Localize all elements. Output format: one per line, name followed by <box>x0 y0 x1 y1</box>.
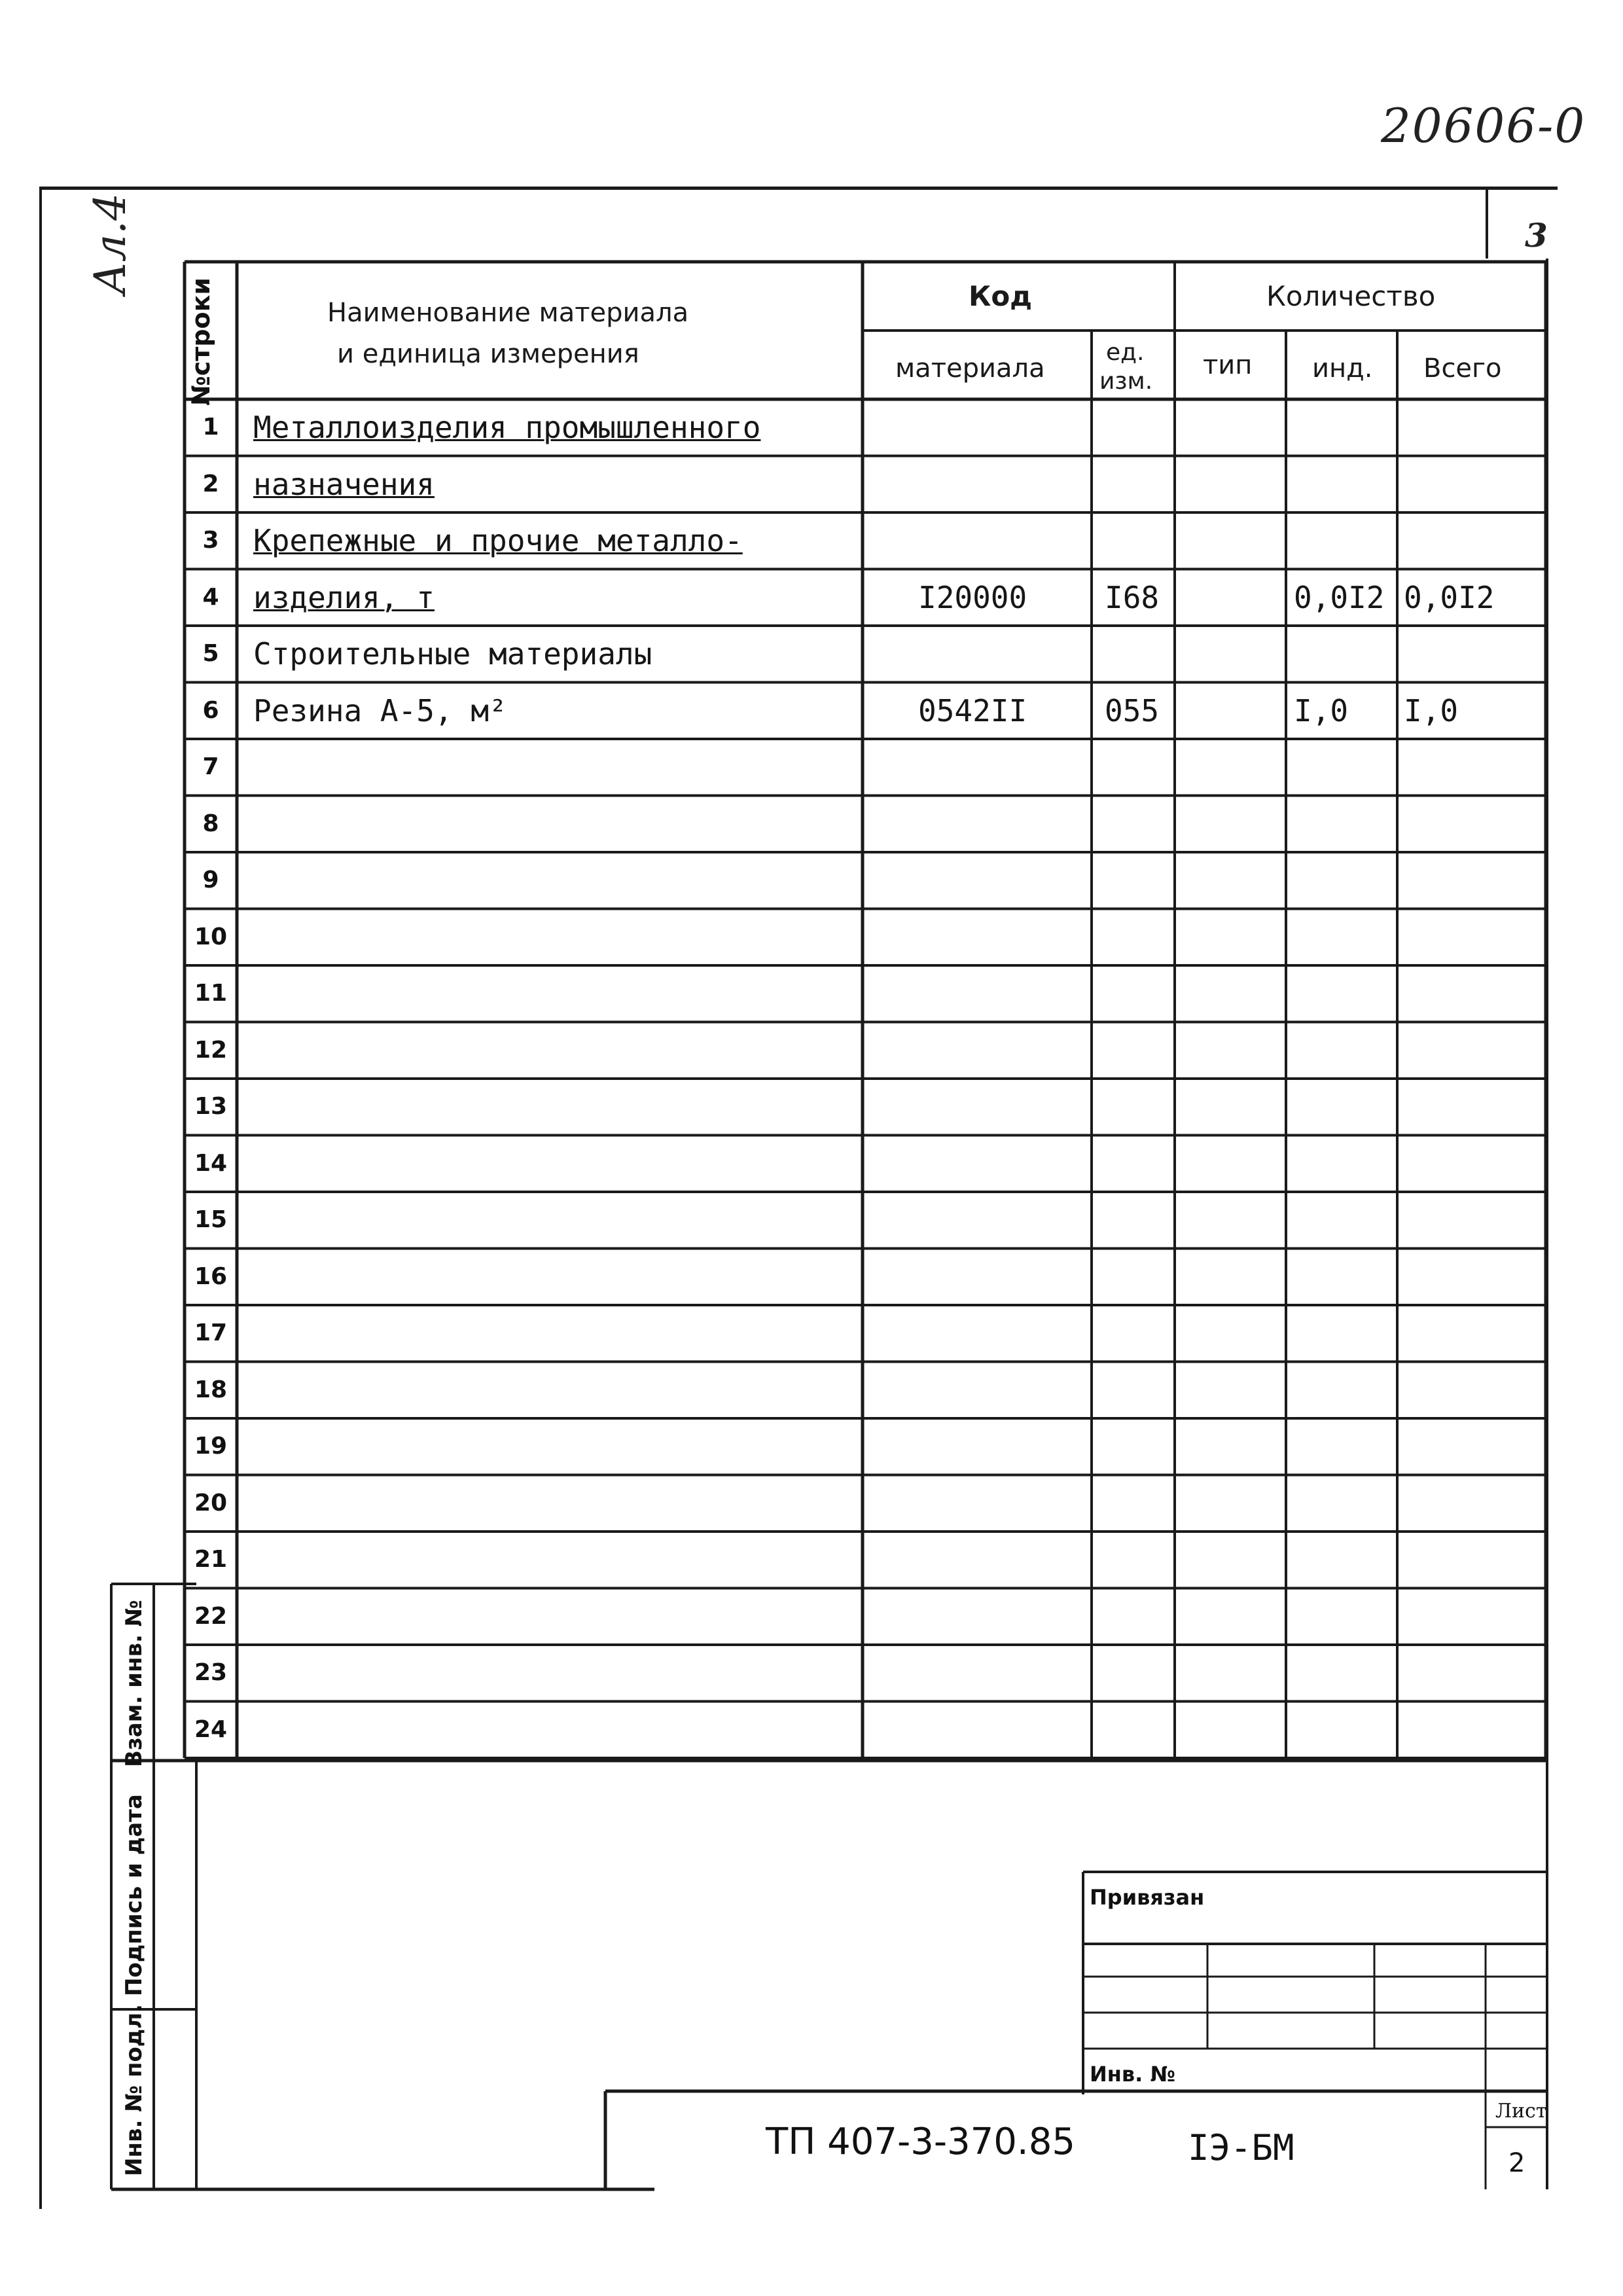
album-label: Ал.4 <box>85 193 135 295</box>
stamp-sheet-number: 2 <box>1508 2148 1525 2178</box>
row-number: 19 <box>194 1433 228 1460</box>
row-material-code: I20000 <box>918 579 1027 615</box>
side-label-replace-inv: Взам. инв. № <box>121 1600 147 1767</box>
row-qty-total: 0,0I2 <box>1404 579 1495 615</box>
row-material-name: Крепежные и прочие металло- <box>253 523 743 558</box>
row-number: 2 <box>202 470 219 497</box>
row-qty-total: I,0 <box>1404 692 1459 728</box>
header-code-material: материала <box>895 353 1045 384</box>
header-name-line1: Наименование материала <box>327 298 689 328</box>
header-code: Код <box>969 280 1033 312</box>
row-number: 8 <box>202 810 219 837</box>
row-material-name: Резина А-5, м² <box>253 692 507 728</box>
row-material-name: изделия, т <box>253 579 435 615</box>
side-label-inv-orig: Инв. № подл. <box>121 2003 147 2176</box>
row-material-code: 0542II <box>918 692 1027 728</box>
header-row-number: №строки <box>187 278 215 406</box>
header-qty-total: Всего <box>1423 353 1502 384</box>
header-name-line2: и единица измерения <box>337 339 639 369</box>
row-number: 15 <box>194 1206 228 1233</box>
row-number: 1 <box>202 414 219 440</box>
header-code-unit-line2: изм. <box>1099 368 1153 395</box>
header-qty-ind: инд. <box>1312 353 1373 384</box>
row-number: 6 <box>202 696 219 724</box>
header-qty-type: тип <box>1203 350 1253 380</box>
row-number: 10 <box>194 923 228 950</box>
row-unit-code: 055 <box>1105 692 1160 728</box>
row-number: 12 <box>194 1036 228 1064</box>
row-number: 11 <box>194 980 228 1007</box>
row-number: 22 <box>194 1602 228 1630</box>
stamp-doc-code: ТП 407-3-370.85 <box>766 2121 1075 2163</box>
stamp-bound-label: Привязан <box>1090 1885 1205 1910</box>
row-number: 20 <box>194 1489 228 1516</box>
stamp-inv-label: Инв. № <box>1090 2062 1175 2087</box>
row-number: 17 <box>194 1319 228 1346</box>
header-quantity: Количество <box>1266 280 1436 312</box>
header-code-unit-line1: ед. <box>1106 339 1145 366</box>
side-label-sign-date: Подпись и дата <box>121 1794 147 1996</box>
stamp-doc-section: IЭ-БМ <box>1188 2127 1294 2168</box>
row-material-name: Металлоизделия промышленного <box>253 410 761 445</box>
row-number: 5 <box>202 640 219 667</box>
row-number: 14 <box>194 1149 228 1177</box>
row-number: 21 <box>194 1546 228 1573</box>
stamp-sheet-label: Лист <box>1495 2100 1547 2123</box>
row-number: 24 <box>194 1715 228 1743</box>
row-material-name: назначения <box>253 466 435 502</box>
document-reference-number: 20606-0 <box>1381 98 1586 153</box>
row-number: 9 <box>202 867 219 893</box>
row-qty-ind: I,0 <box>1294 692 1349 728</box>
row-unit-code: I68 <box>1105 579 1160 615</box>
row-number: 18 <box>194 1376 228 1403</box>
row-number: 4 <box>202 583 219 611</box>
row-qty-ind: 0,0I2 <box>1294 579 1385 615</box>
page-number-top: 3 <box>1525 216 1548 255</box>
row-number: 13 <box>194 1093 228 1120</box>
row-number: 16 <box>194 1263 228 1290</box>
row-number: 23 <box>194 1659 228 1686</box>
row-number: 3 <box>202 527 219 554</box>
row-material-name: Строительные материалы <box>253 636 652 672</box>
row-number: 7 <box>202 753 219 780</box>
